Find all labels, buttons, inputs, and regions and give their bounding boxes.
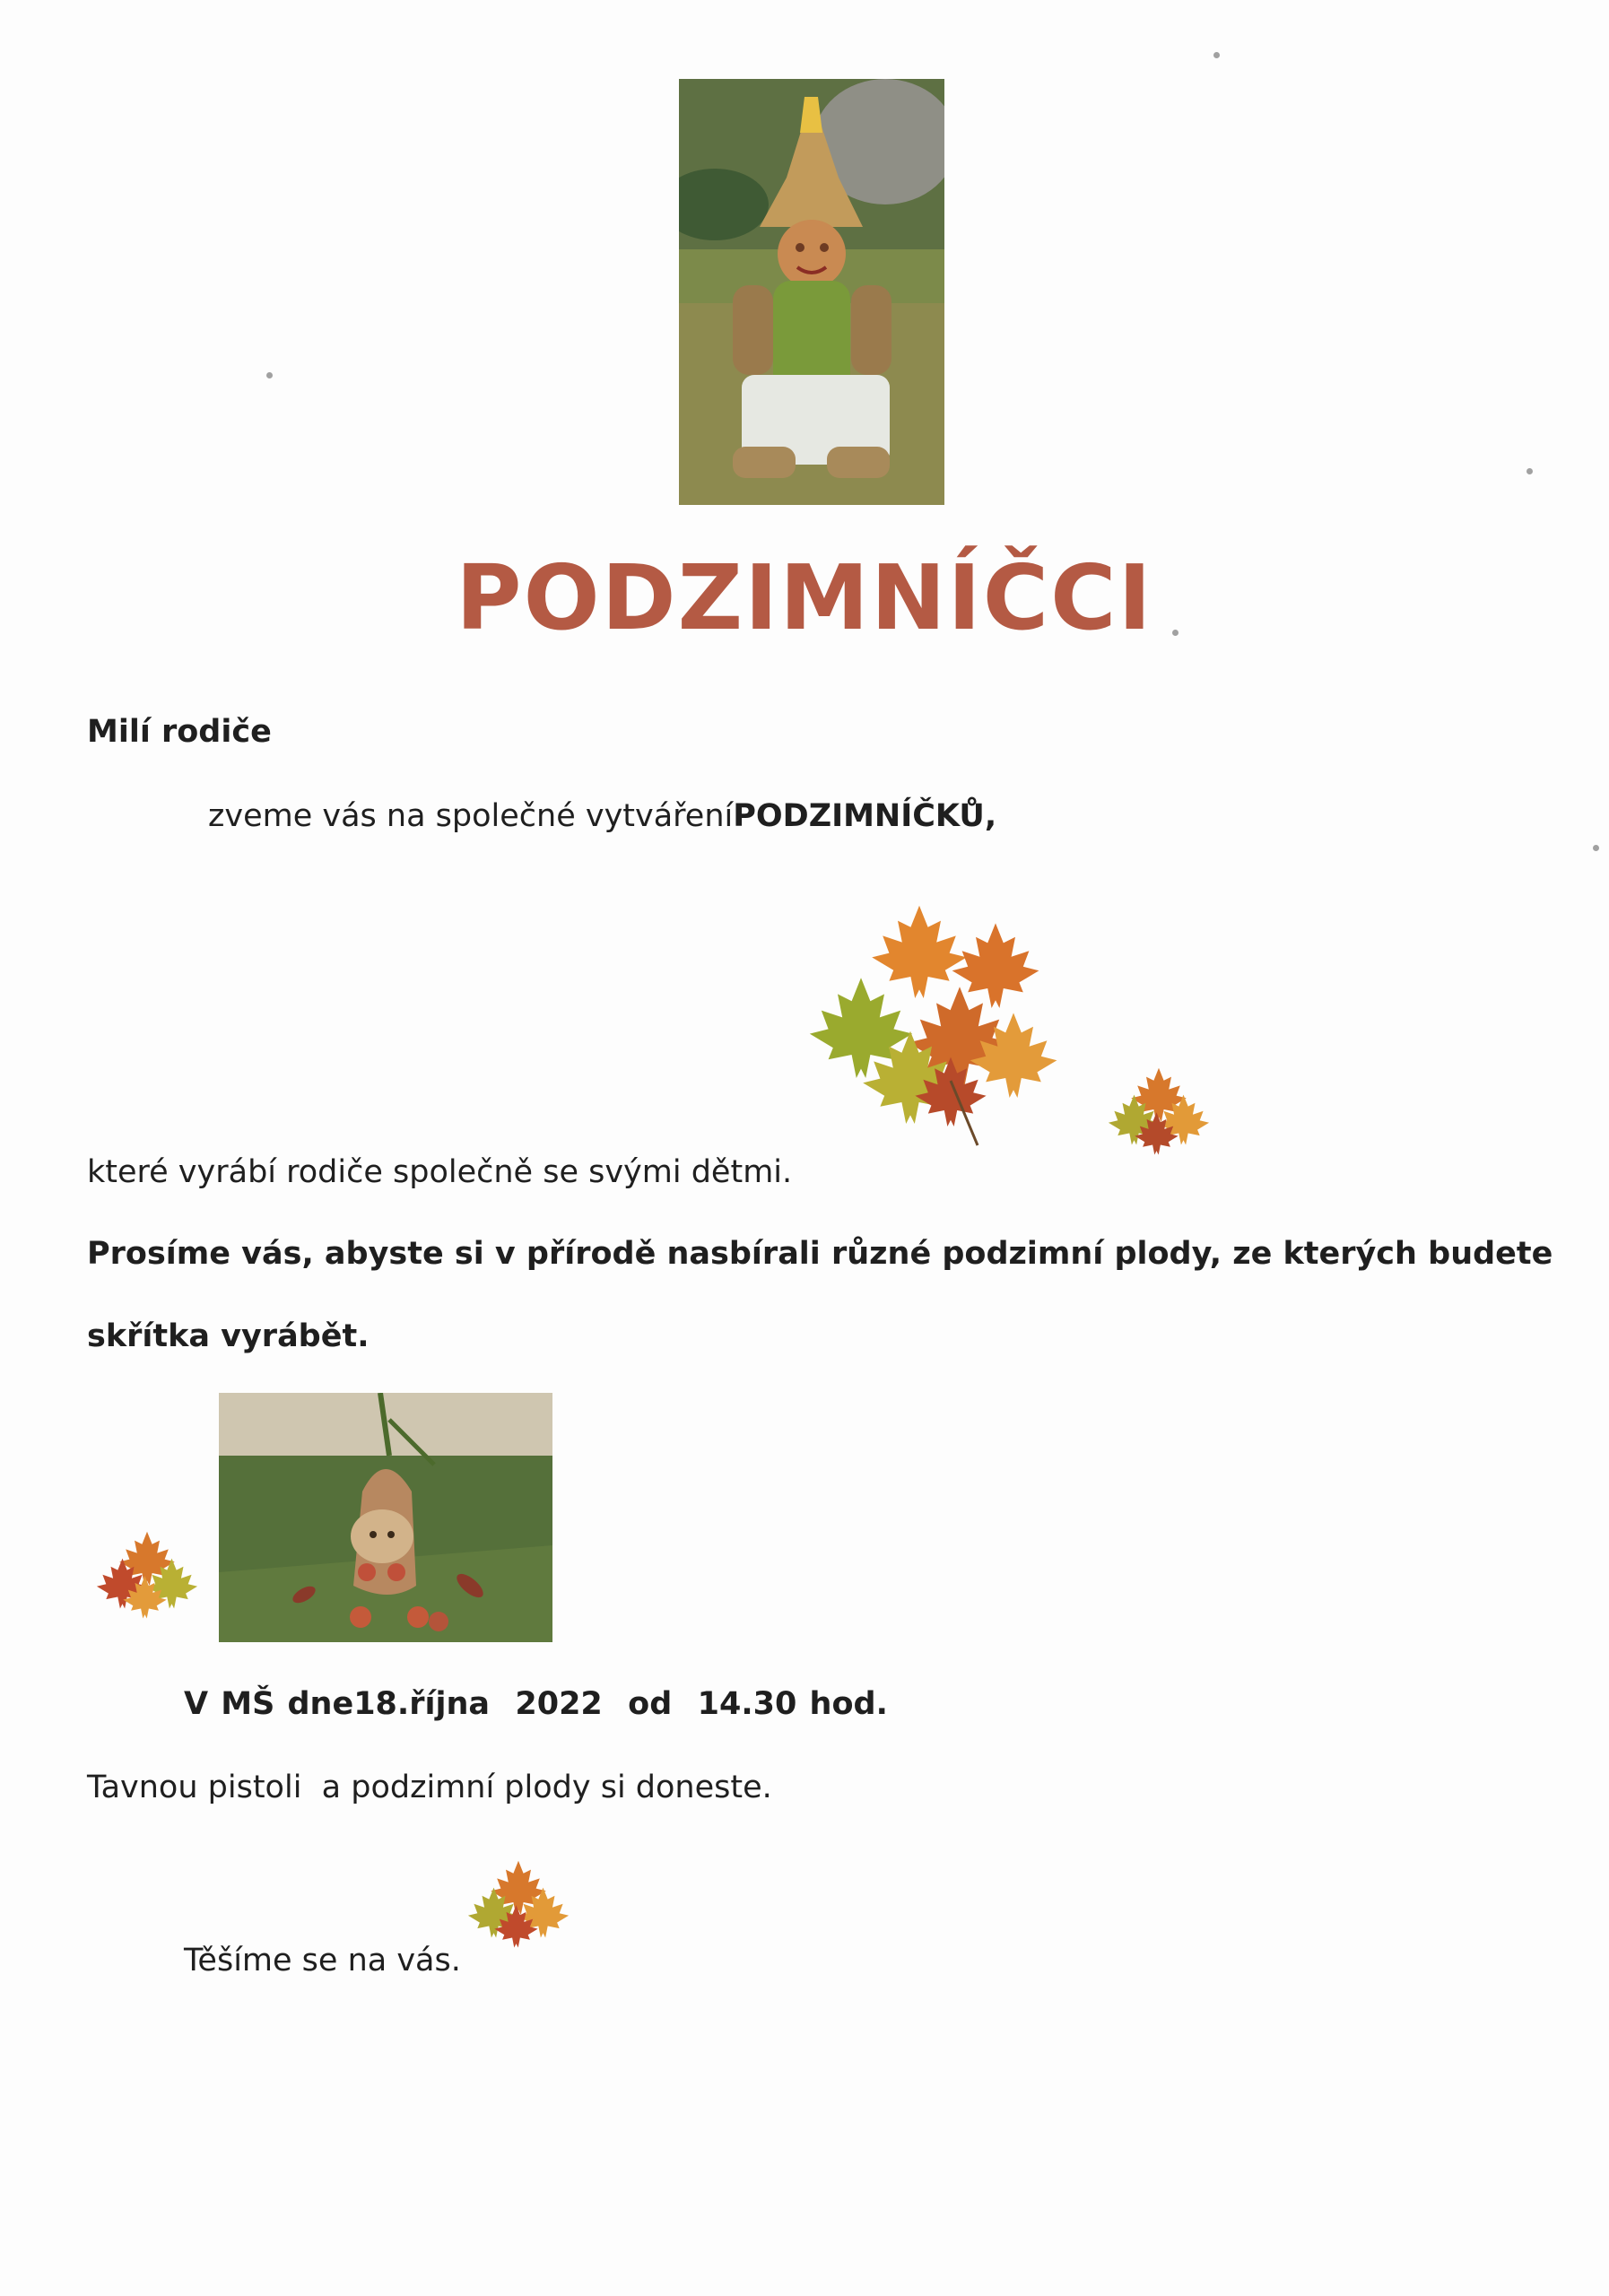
parents-line: které vyrábí rodiče společně se svými dětmi. xyxy=(87,1154,793,1190)
invite-line xyxy=(208,798,996,834)
scan-speck xyxy=(1593,845,1599,851)
scan-speck xyxy=(266,372,273,378)
event-place: V MŠ dne18.října xyxy=(184,1686,490,1722)
scan-speck xyxy=(1526,468,1533,474)
request-line-2: skřítka vyrábět. xyxy=(87,1318,370,1354)
invite-prefix: zveme vás na společné vytváření xyxy=(208,798,734,834)
event-time: 14.30 hod. xyxy=(697,1686,888,1722)
top-gnome-photo xyxy=(679,79,944,505)
greeting: Milí rodiče xyxy=(87,714,272,750)
scan-speck xyxy=(1172,630,1178,636)
maple-leaf-closing-icon xyxy=(465,1858,577,1957)
page-title: PODZIMNÍČCI xyxy=(456,545,1153,650)
event-year: 2022 xyxy=(515,1686,603,1722)
scan-speck xyxy=(1213,52,1220,58)
event-from: od xyxy=(628,1686,673,1722)
maple-leaf-cluster-icon xyxy=(803,901,1072,1144)
invite-highlight: PODZIMNÍČKŮ, xyxy=(733,798,997,834)
bottom-gnome-photo xyxy=(219,1393,552,1642)
maple-leaf-left-icon xyxy=(93,1529,205,1628)
event-line xyxy=(184,1686,888,1722)
closing-line: Těšíme se na vás. xyxy=(184,1943,461,1979)
request-line-1: Prosíme vás, abyste si v přírodě nasbírali různé podzimní plody, ze kterých budete xyxy=(87,1236,1553,1272)
bring-line: Tavnou pistoli a podzimní plody si doneste. xyxy=(87,1770,772,1805)
maple-leaf-small-icon xyxy=(1105,1065,1217,1164)
